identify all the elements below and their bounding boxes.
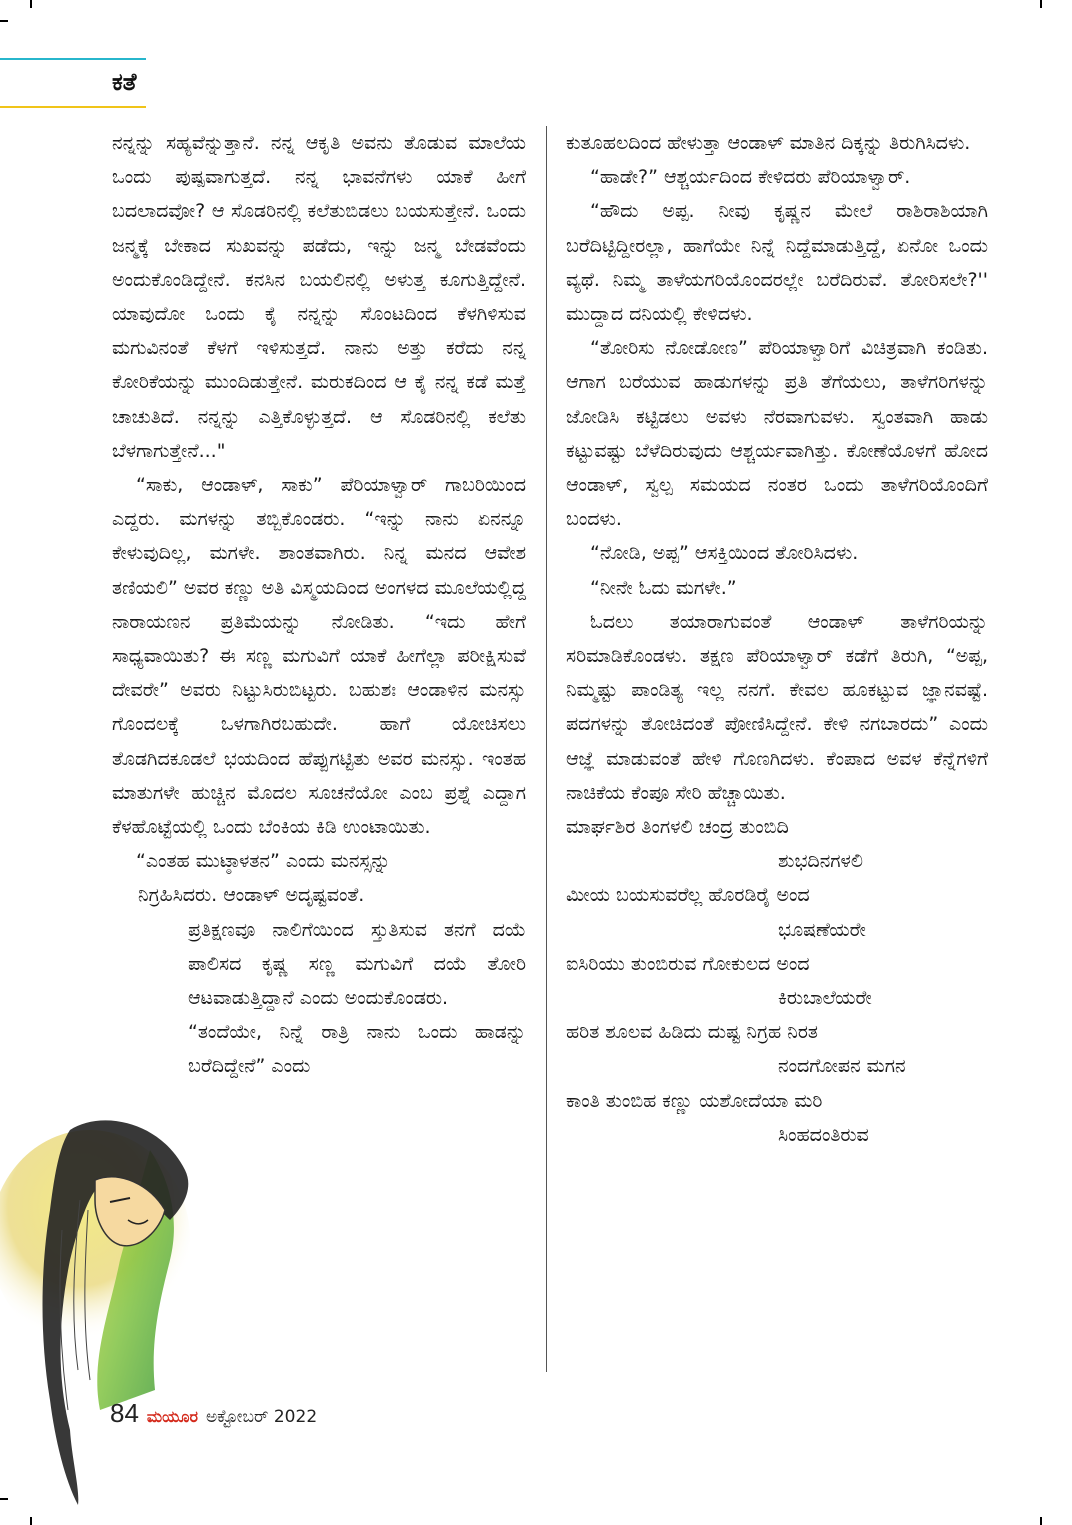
magazine-logo: ಮಯೂರ	[146, 1407, 198, 1426]
crop-mark	[30, 1517, 32, 1525]
right-column	[566, 126, 988, 1152]
paragraph: ಕುತೂಹಲದಿಂದ ಹೇಳುತ್ತಾ ಆಂಡಾಳ್ ಮಾತಿನ ದಿಕ್ಕನ್ನು ತಿರುಗಿಸಿದಳು.	[566, 132, 971, 154]
poem-line-continuation: ಸಿಂಹದಂತಿರುವ	[778, 1123, 869, 1146]
section-rule-top	[0, 58, 146, 60]
page-number: 84	[110, 1398, 139, 1428]
page-footer	[110, 1398, 317, 1429]
crop-mark	[30, 0, 32, 8]
issue-date: ಅಕ್ಟೋಬರ್ 2022	[205, 1407, 318, 1427]
poem-line: ಐಸಿರಿಯು ತುಂಬಿರುವ ಗೋಕುಲದ ಅಂದ	[566, 952, 810, 975]
paragraph: “ನೋಡಿ, ಅಪ್ಪ” ಆಸಕ್ತಿಯಿಂದ ತೋರಿಸಿದಳು.	[590, 542, 859, 565]
poem-line-continuation: ಶುಭದಿನಗಳಲಿ	[778, 850, 863, 873]
poem-line: ಕಾಂತಿ ತುಂಬಿಹ ಕಣ್ಣು ಯಶೋದೆಯಾ ಮರಿ	[566, 1089, 823, 1112]
paragraph: ಓದಲು ತಯಾರಾಗುವಂತೆ ಆಂಡಾಳ್ ತಾಳೆಗರಿಯನ್ನು ಸರಿಮಾಡಿಕೊಂಡಳು. ತಕ್ಷಣ ಪೆರಿಯಾಳ್ವಾರ್ ಕಡೆಗೆ ತಿರುಗಿ, “ಅಪ್ಪ, ನಿಮ್ಮಷ್ಟು ಪಾಂಡಿತ್ಯ ಇಲ್ಲ ನನಗೆ. ಕೇವಲ ಹೂಕಟ್ಟುವ ಜ್ಞಾನವಷ್ಟೆ. ಪದಗಳನ್ನು ತೋಚಿದಂತೆ ಪೋಣಿಸಿದ್ದೇನೆ. ಕೇಳಿ ನಗಬಾರದು” ಎಂದು ಆಜ್ಞೆ ಮಾಡುವಂತೆ ಹೇಳಿ ಗೊಣಗಿದಳು. ಕೆಂಪಾದ ಅವಳ ಕೆನ್ನೆಗಳಿಗೆ ನಾಚಿಕೆಯ ಕೆಂಪೂ ಸೇರಿ ಹೆಚ್ಚಾಯಿತು.	[566, 610, 988, 804]
poem-line-continuation: ನಂದಗೋಪನ ಮಗನ	[778, 1055, 906, 1078]
paragraph: “ಎಂತಹ ಮುಟ್ಠಾಳತನ” ಎಂದು ಮನಸ್ಸನ್ನು	[136, 850, 391, 873]
section-title: ಕತೆ	[112, 68, 137, 96]
paragraph: “ನೀನೇ ಓದು ಮಗಳೇ.”	[590, 576, 737, 599]
left-column	[112, 126, 526, 1084]
paragraph: ನಿಗ್ರಹಿಸಿದರು. ಆಂಡಾಳ್ ಅದೃಷ್ಟವಂತೆ.	[138, 884, 365, 907]
crop-mark	[0, 20, 8, 22]
paragraph: “ಸಾಕು, ಆಂಡಾಳ್, ಸಾಕು” ಪೆರಿಯಾಳ್ವಾರ್ ಗಾಬರಿಯಿಂದ ಎದ್ದರು. ಮಗಳನ್ನು ತಬ್ಬಿಕೊಂಡರು. “ಇನ್ನು ನಾನು ಏನನ್ನೂ ಕೇಳುವುದಿಲ್ಲ, ಮಗಳೇ. ಶಾಂತವಾಗಿರು. ನಿನ್ನ ಮನದ ಆವೇಶ ತಣಿಯಲಿ” ಅವರ ಕಣ್ಣು ಅತಿ ವಿಸ್ಮಯದಿಂದ ಅಂಗಳದ ಮೂಲೆಯಲ್ಲಿದ್ದ ನಾರಾಯಣನ ಪ್ರತಿಮೆಯನ್ನು ನೋಡಿತು. “ಇದು ಹೇಗೆ ಸಾಧ್ಯವಾಯಿತು? ಈ ಸಣ್ಣ ಮಗುವಿಗೆ ಯಾಕೆ ಹೀಗೆಲ್ಲಾ ಪರೀಕ್ಷಿಸುವೆ ದೇವರೇ” ಅವರು ನಿಟ್ಟುಸಿರುಬಿಟ್ಟರು. ಬಹುಶಃ ಆಂಡಾಳಿನ ಮನಸ್ಸು ಗೊಂದಲಕ್ಕೆ ಒಳಗಾಗಿರಬಹುದೇ. ಹಾಗೆ ಯೋಚಿಸಲು ತೊಡಗಿದಕೂಡಲೆ ಭಯದಿಂದ ಹೆಪ್ಪುಗಟ್ಟಿತು ಅವರ ಮನಸ್ಸು. ಇಂತಹ ಮಾತುಗಳೇ ಹುಚ್ಚಿನ ಮೊದಲ ಸೂಚನೆಯೋ ಎಂಬ ಪ್ರಶ್ನೆ ಎದ್ದಾಗ ಕೆಳಹೊಟ್ಟೆಯಲ್ಲಿ ಒಂದು ಬೆಂಕಿಯ ಕಿಡಿ ಉಂಟಾಯಿತು.	[112, 474, 526, 839]
crop-mark	[1040, 1517, 1042, 1525]
crop-mark	[1040, 0, 1042, 8]
poem-line: ಮಾರ್ಘಶಿರ ತಿಂಗಳಲಿ ಚಂದ್ರ ತುಂಬಿದಿ	[566, 816, 789, 839]
paragraph: “ತೋರಿಸು ನೋಡೋಣ” ಪೆರಿಯಾಳ್ವಾರಿಗೆ ವಿಚಿತ್ರವಾಗಿ ಕಂಡಿತು. ಆಗಾಗ ಬರೆಯುವ ಹಾಡುಗಳನ್ನು ಪ್ರತಿ ತೆಗೆಯಲು, ತಾಳೆಗರಿಗಳನ್ನು ಜೋಡಿಸಿ ಕಟ್ಟಿಡಲು ಅವಳು ನೆರವಾಗುವಳು. ಸ್ವಂತವಾಗಿ ಹಾಡು ಕಟ್ಟುವಷ್ಟು ಬೆಳೆದಿರುವುದು ಆಶ್ಚರ್ಯವಾಗಿತ್ತು. ಕೋಣೆಯೊಳಗೆ ಹೋದ ಆಂಡಾಳ್, ಸ್ವಲ್ಪ ಸಮಯದ ನಂತರ ಒಂದು ತಾಳೆಗರಿಯೊಂದಿಗೆ ಬಂದಳು.	[566, 337, 988, 531]
column-divider	[546, 126, 547, 1372]
poem-line: ಹರಿತ ಶೂಲವ ಹಿಡಿದು ದುಷ್ಟ ನಿಗ್ರಹ ನಿರತ	[566, 1021, 818, 1044]
poem-line-continuation: ಭೂಷಣೆಯರೇ	[778, 918, 866, 941]
paragraph: ಪ್ರತಿಕ್ಷಣವೂ ನಾಲಿಗೆಯಿಂದ ಸ್ತುತಿಸುವ ತನಗೆ ದಯೆ ಪಾಲಿಸದ ಕೃಷ್ಣ ಸಣ್ಣ ಮಗುವಿಗೆ ದಯೆ ತೋರಿ ಆಟವಾಡುತ್ತಿದ್ದಾನೆ ಎಂದು ಅಂದುಕೊಂಡರು.	[188, 918, 526, 1010]
paragraph: “ತಂದೆಯೇ, ನಿನ್ನೆ ರಾತ್ರಿ ನಾನು ಒಂದು ಹಾಡನ್ನು ಬರೆದಿದ್ದೇನೆ” ಎಂದು	[188, 1021, 526, 1078]
poem-line-continuation: ಕಿರುಬಾಲೆಯರೇ	[778, 987, 872, 1010]
poem	[566, 810, 988, 1152]
illustration-woman-icon	[0, 1110, 200, 1510]
section-rule-bottom	[0, 106, 146, 108]
paragraph: ನನ್ನನ್ನು ಸಹ್ಯವೆನ್ನುತ್ತಾನೆ. ನನ್ನ ಆಕೃತಿ ಅವನು ತೊಡುವ ಮಾಲೆಯ ಒಂದು ಪುಷ್ಪವಾಗುತ್ತದೆ. ನನ್ನ ಭಾವನೆಗಳು ಯಾಕೆ ಹೀಗೆ ಬದಲಾದವೋ? ಆ ಸೊಡರಿನಲ್ಲಿ ಕಲೆತುಬಿಡಲು ಬಯಸುತ್ತೇನೆ. ಒಂದು ಜನ್ಮಕ್ಕೆ ಬೇಕಾದ ಸುಖವನ್ನು ಪಡೆದು, ಇನ್ನು ಜನ್ಮ ಬೇಡವೆಂದು ಅಂದುಕೊಂಡಿದ್ದೇನೆ. ಕನಸಿನ ಬಯಲಿನಲ್ಲಿ ಅಳುತ್ತ ಕೂಗುತ್ತಿದ್ದೇನೆ. ಯಾವುದೋ ಒಂದು ಕೈ ನನ್ನನ್ನು ಸೊಂಟದಿಂದ ಕೆಳಗಿಳಿಸುವ ಮಗುವಿನಂತೆ ಕೆಳಗೆ ಇಳಿಸುತ್ತದೆ. ನಾನು ಅತ್ತು ಕರೆದು ನನ್ನ ಕೋರಿಕೆಯನ್ನು ಮುಂದಿಡುತ್ತೇನೆ. ಮರುಕದಿಂದ ಆ ಕೈ ನನ್ನ ಕಡೆ ಮತ್ತೆ ಚಾಚುತಿದೆ. ನನ್ನನ್ನು ಎತ್ತಿಕೊಳ್ಳುತ್ತದೆ. ಆ ಸೊಡರಿನಲ್ಲಿ ಕಲೆತು ಬೆಳಗಾಗುತ್ತೇನೆ..."	[112, 132, 526, 462]
paragraph: “ಹಾಡೇ?” ಆಶ್ಚರ್ಯದಿಂದ ಕೇಳಿದರು ಪೆರಿಯಾಳ್ವಾರ್.	[590, 166, 911, 189]
paragraph: “ಹೌದು ಅಪ್ಪ. ನೀವು ಕೃಷ್ಣನ ಮೇಲೆ ರಾಶಿರಾಶಿಯಾಗಿ ಬರೆದಿಟ್ಟಿದ್ದೀರಲ್ಲಾ, ಹಾಗೆಯೇ ನಿನ್ನೆ ನಿದ್ದೆಮಾಡುತ್ತಿದ್ದೆ, ಏನೋ ಒಂದು ವ್ಯಥೆ. ನಿಮ್ಮ ತಾಳೆಯಗರಿಯೊಂದರಲ್ಲೇ ಬರೆದಿರುವೆ. ತೋರಿಸಲೇ?'' ಮುದ್ದಾದ ದನಿಯಲ್ಲಿ ಕೇಳಿದಳು.	[566, 200, 988, 326]
poem-line: ಮೀಯ ಬಯಸುವರೆಲ್ಲ ಹೊರಡಿರೈ ಅಂದ	[566, 884, 810, 907]
